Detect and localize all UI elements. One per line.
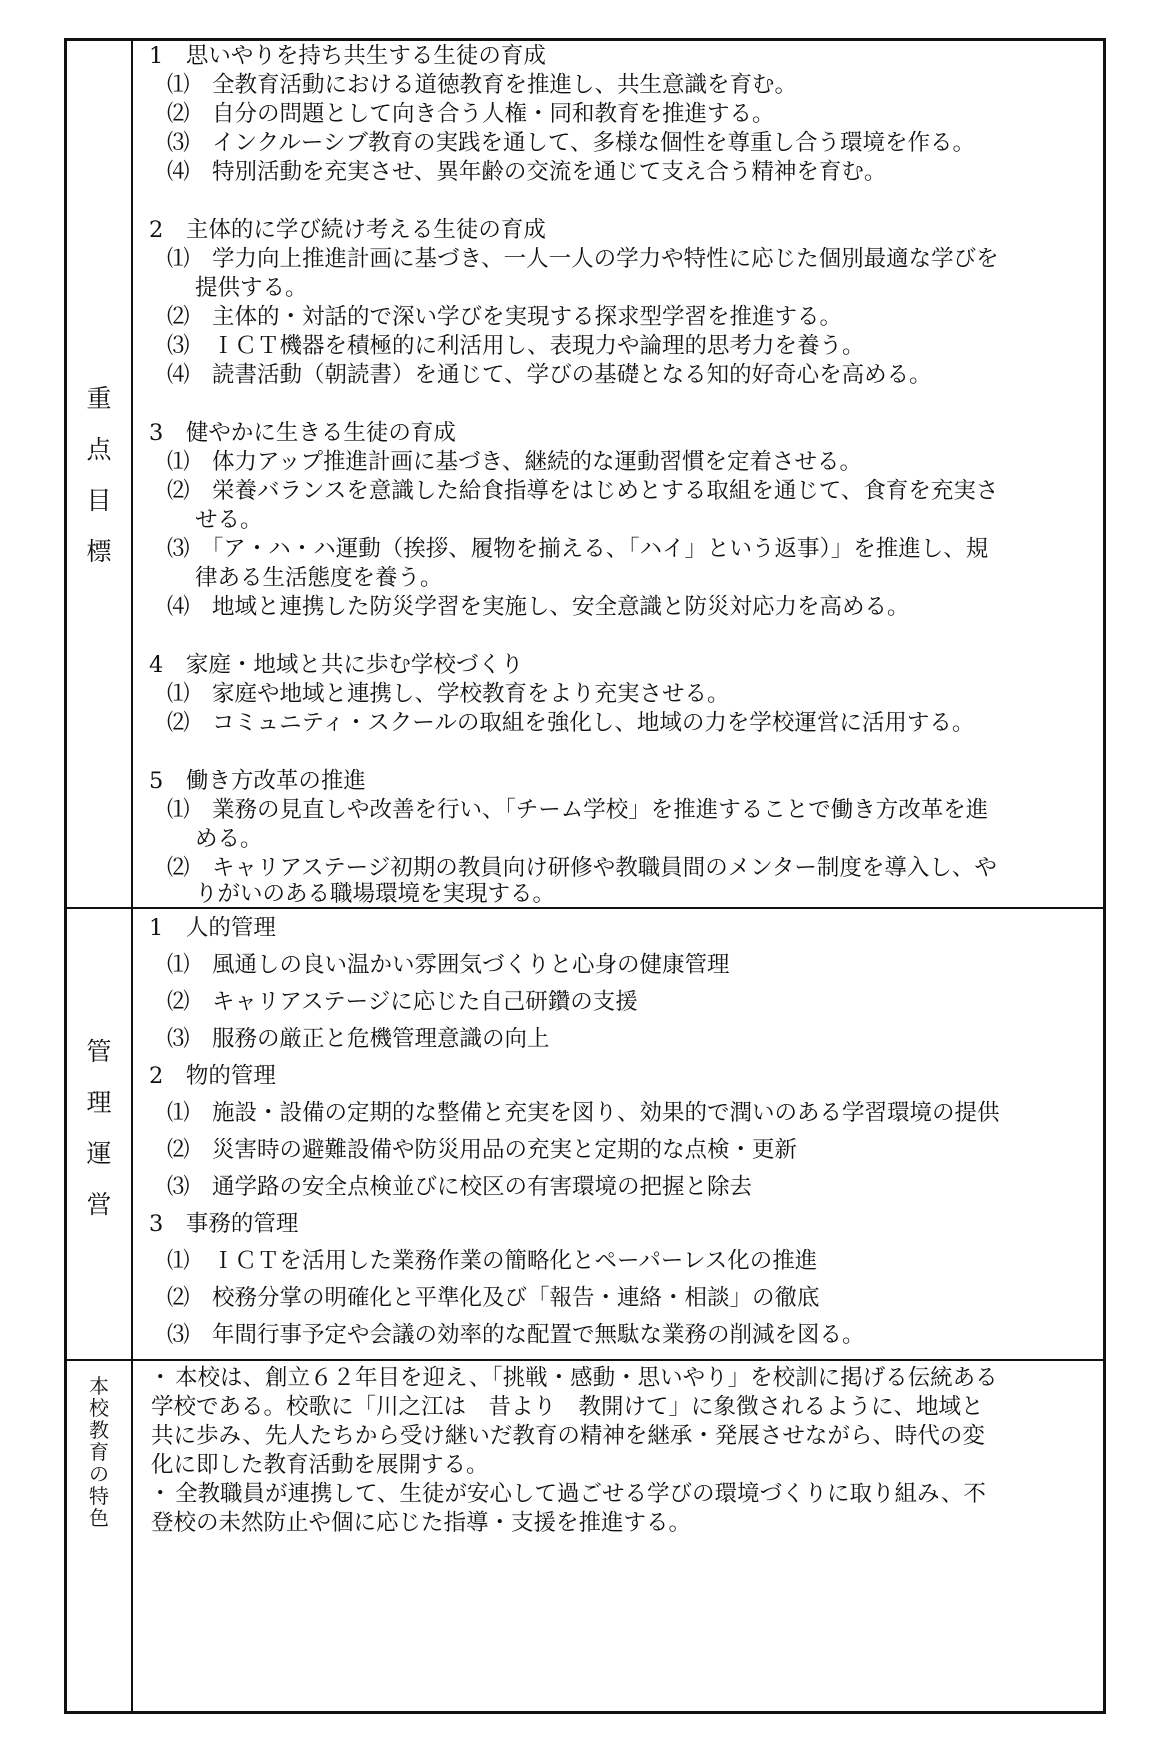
item-text: 施設・設備の定期的な整備と充実を図り、効果的で潤いのある学習環境の提供 <box>212 1100 1000 1126</box>
item-text: 主体的・対話的で深い学びを実現する探求型学習を推進する。 <box>212 304 843 330</box>
item-text: 家庭や地域と連携し、学校教育をより充実させる。 <box>212 681 730 707</box>
management-item <box>167 1320 865 1350</box>
goal-heading: 3 健やかに生きる生徒の育成 <box>149 420 456 446</box>
goal-heading: 2 主体的に学び続け考える生徒の育成 <box>149 217 546 243</box>
item-text: 自分の問題として向き合う人権・同和教育を推進する。 <box>212 101 775 127</box>
item-number: ⑴ <box>167 1100 190 1126</box>
item-text: 年間行事予定や会議の効率的な配置で無駄な業務の削減を図る。 <box>212 1322 865 1348</box>
management-row <box>67 907 1103 1361</box>
item-number: ⑴ <box>167 952 190 978</box>
item-number: ⑵ <box>167 855 190 881</box>
item-number: ⑶ <box>167 536 190 562</box>
item-text: 「ア・ハ・ハ運動（挨拶、履物を揃える、「ハイ」という返事）」を推進し、規 <box>212 536 989 562</box>
management-item <box>167 1246 817 1276</box>
item-text: 校務分掌の明確化と平準化及び「報告・連絡・相談」の徹底 <box>212 1285 820 1311</box>
management-item <box>167 1172 752 1202</box>
item-continuation: 提供する。 <box>195 275 308 301</box>
management-heading: 2 物的管理 <box>149 1063 276 1089</box>
item-number: ⑶ <box>167 333 190 359</box>
features-label <box>67 1361 133 1711</box>
item-text: 体力アップ推進計画に基づき、継続的な運動習慣を定着させる。 <box>212 449 863 475</box>
item-continuation: せる。 <box>195 507 263 533</box>
management-content <box>133 909 1103 1361</box>
item-number: ⑵ <box>167 1137 190 1163</box>
goal-item <box>167 534 988 564</box>
item-number: ⑴ <box>167 449 190 475</box>
goals-label-char: 標 <box>86 537 112 566</box>
item-text: 学力向上推進計画に基づき、一人一人の学力や特性に応じた個別最適な学びを <box>212 246 999 272</box>
management-item <box>167 1024 550 1054</box>
management-item <box>167 1283 820 1313</box>
item-text: コミュニティ・スクールの取組を強化し、地域の力を学校運営に活用する。 <box>212 710 975 736</box>
item-number: ⑷ <box>167 362 190 388</box>
item-number: ⑴ <box>167 797 190 823</box>
management-item <box>167 950 730 980</box>
goals-label <box>67 41 133 907</box>
management-item <box>167 1098 1000 1128</box>
bullet: ・ <box>149 1365 172 1391</box>
goals-label-char: 重 <box>86 384 112 413</box>
goal-item <box>167 302 842 332</box>
goal-item <box>167 244 999 274</box>
item-text: 服務の厳正と危機管理意識の向上 <box>212 1026 550 1052</box>
item-text: 地域と連携した防災学習を実施し、安全意識と防災対応力を高める。 <box>212 594 910 620</box>
features-label-char: 色 <box>89 1506 109 1530</box>
features-label-char: の <box>89 1462 109 1486</box>
features-label-char: 本 <box>89 1374 109 1398</box>
item-text: ＩＣＴを活用した業務作業の簡略化とペーパーレス化の推進 <box>212 1248 818 1274</box>
management-label <box>67 909 133 1361</box>
feature-line: 全教職員が連携して、生徒が安心して過ごせる学びの環境づくりに取り組み、不 <box>175 1481 986 1507</box>
goal-heading: 4 家庭・地域と共に歩む学校づくり <box>149 652 524 678</box>
item-continuation: める。 <box>195 826 263 852</box>
item-number: ⑵ <box>167 304 190 330</box>
management-label-char: 理 <box>86 1088 112 1117</box>
goals-content <box>133 41 1103 907</box>
features-label-char: 育 <box>89 1440 109 1464</box>
feature-line: 本校は、創立６２年目を迎え、「挑戦・感動・思いやり」を校訓に掲げる伝統ある <box>175 1365 998 1391</box>
goal-heading: 1 思いやりを持ち共生する生徒の育成 <box>149 43 546 69</box>
item-text: 栄養バランスを意識した給食指導をはじめとする取組を通じて、食育を充実さ <box>212 478 999 504</box>
item-number: ⑶ <box>167 1174 190 1200</box>
management-item <box>167 1135 797 1165</box>
management-label-char: 管 <box>86 1037 112 1066</box>
bullet: ・ <box>149 1481 172 1507</box>
item-continuation: りがいのある職場環境を実現する。 <box>195 881 556 907</box>
item-text: 業務の見直しや改善を行い、「チーム学校」を推進することで働き方改革を進 <box>212 797 989 823</box>
goals-label-char: 目 <box>86 486 112 515</box>
item-number: ⑴ <box>167 72 190 98</box>
management-label-char: 営 <box>86 1190 112 1219</box>
goal-item <box>167 360 932 390</box>
feature-line: 化に即した教育活動を展開する。 <box>151 1452 489 1478</box>
item-text: 風通しの良い温かい雰囲気づくりと心身の健康管理 <box>212 952 730 978</box>
item-text: インクルーシブ教育の実践を通して、多様な個性を尊重し合う環境を作る。 <box>212 130 976 156</box>
item-continuation: 律ある生活態度を養う。 <box>195 565 443 591</box>
item-text: キャリアステージに応じた自己研鑽の支援 <box>212 989 638 1015</box>
features-row <box>67 1359 1103 1711</box>
feature-line: 登校の未然防止や個に応じた指導・支援を推進する。 <box>151 1510 692 1536</box>
goal-item <box>167 157 886 187</box>
goal-item <box>167 592 910 622</box>
item-number: ⑷ <box>167 159 190 185</box>
goal-item <box>167 128 975 158</box>
item-number: ⑶ <box>167 130 190 156</box>
management-item <box>167 987 638 1017</box>
item-text: 災害時の避難設備や防災用品の充実と定期的な点検・更新 <box>212 1137 798 1163</box>
goal-item <box>167 70 797 100</box>
management-heading: 3 事務的管理 <box>149 1211 299 1237</box>
item-number: ⑴ <box>167 681 190 707</box>
goal-item <box>167 708 974 738</box>
item-text: 読書活動（朝読書）を通じて、学びの基礎となる知的好奇心を高める。 <box>212 362 932 388</box>
item-number: ⑶ <box>167 1026 190 1052</box>
goal-item <box>167 679 730 709</box>
item-number: ⑴ <box>167 1248 190 1274</box>
item-number: ⑴ <box>167 246 190 272</box>
item-number: ⑵ <box>167 989 190 1015</box>
features-content <box>133 1361 1103 1711</box>
goal-item <box>167 331 865 361</box>
goal-item <box>167 476 998 506</box>
goal-heading: 5 働き方改革の推進 <box>149 768 366 794</box>
goals-row <box>67 41 1103 907</box>
goal-item <box>167 795 988 825</box>
goal-item <box>167 447 862 477</box>
item-number: ⑵ <box>167 710 190 736</box>
goals-label-char: 点 <box>86 435 112 464</box>
goal-item <box>167 99 775 129</box>
item-number: ⑶ <box>167 1322 190 1348</box>
management-label-char: 運 <box>86 1139 112 1168</box>
features-label-char: 教 <box>89 1418 109 1442</box>
item-number: ⑵ <box>167 101 190 127</box>
item-text: 特別活動を充実させ、異年齢の交流を通じて支え合う精神を育む。 <box>212 159 887 185</box>
feature-line: 学校である。校歌に「川之江は 昔より 教開けて」に象徴されるように、地域と <box>151 1394 984 1420</box>
features-label-char: 特 <box>89 1484 109 1508</box>
item-number: ⑷ <box>167 594 190 620</box>
item-text: ＩＣＴ機器を積極的に利活用し、表現力や論理的思考力を養う。 <box>212 333 865 359</box>
item-number: ⑵ <box>167 1285 190 1311</box>
item-number: ⑵ <box>167 478 190 504</box>
features-label-char: 校 <box>89 1396 109 1420</box>
feature-line: 共に歩み、先人たちから受け継いだ教育の精神を継承・発展させながら、時代の変 <box>151 1423 985 1449</box>
item-text: 通学路の安全点検並びに校区の有害環境の把握と除去 <box>212 1174 753 1200</box>
item-text: キャリアステージ初期の教員向け研修や教職員間のメンター制度を導入し、や <box>212 855 997 881</box>
management-heading: 1 人的管理 <box>149 915 276 941</box>
item-text: 全教育活動における道徳教育を推進し、共生意識を育む。 <box>212 72 798 98</box>
policy-table <box>64 38 1106 1714</box>
